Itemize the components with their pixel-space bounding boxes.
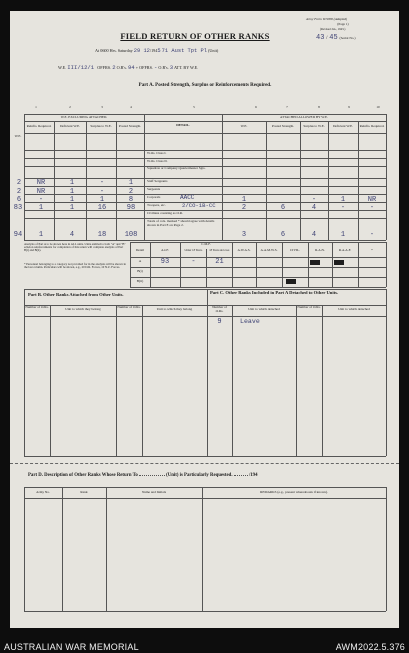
part-d-col: Army No.: [36, 490, 50, 494]
detail-row-label: Sergeants: [147, 187, 161, 191]
part-b-title: Part B. Other Ranks Attached from Other Units.: [28, 292, 124, 297]
serial-num: 45: [329, 34, 338, 42]
total-surplus: 18: [97, 231, 107, 239]
cmf-sub: 18 Years and over.: [209, 249, 230, 252]
right-header: Posted Strength.: [271, 124, 295, 128]
cell-we: 2: [16, 188, 22, 196]
col-num: 5: [193, 105, 195, 109]
serial-label: (Serial No.): [339, 36, 356, 40]
year-digit: 5: [157, 48, 161, 54]
troopers-note: 2/CO-1B-CC: [182, 202, 216, 209]
total-reinfts: 1: [38, 231, 44, 239]
analysis-note-1: Analysis of Part A to be shown here in ALL units. Units entitled to both "A" and "B" echelon reinforcements for completion of this return will complete analysis of Part B(i) and B(ii).: [24, 242, 126, 253]
left-group-header: W.E. EXCLUDING ATTACHED.: [60, 115, 108, 119]
total-posted: 6: [280, 231, 286, 239]
analysis-row: A: [138, 259, 142, 263]
cell-reinfts: -: [38, 196, 44, 204]
cell-reinfts: NR: [367, 196, 377, 204]
cell-posted: 8: [128, 196, 134, 204]
part-b-col: Number of O.Rs.: [25, 305, 49, 309]
part-c-entry-number: 9: [217, 318, 222, 326]
we-line: [58, 65, 388, 71]
total-reinfts: -: [369, 231, 375, 239]
total-deficient: 1: [340, 231, 346, 239]
col-num: 10: [376, 105, 380, 109]
detail-row-label: Totals of cols. marked * should agree with details shown in Part E on Page 2.: [147, 219, 215, 227]
part-d-title: Part D. Description of Other Ranks Whose Return To: [28, 473, 138, 478]
part-c-col: Number of O.Rs.: [297, 305, 321, 309]
col-num: 9: [348, 105, 350, 109]
analysis-col: Detail: [135, 248, 145, 252]
analysis-note-2: * Personnel belonging to a category not provided for in the analysis will be shown in the last column. Particulars will be shown, e.g., 20 D.R. Forces, 10 N.Z. Forces.: [24, 262, 126, 270]
part-c-title: Part C. Other Ranks Included in Part A Detached to Other Units.: [210, 290, 339, 295]
detail-row-label: Squadron or Company Quartermaster Sgts.: [147, 166, 206, 170]
right-header: W.E.: [240, 124, 248, 128]
cell-deficient: 1: [340, 196, 346, 204]
column-numbers: [10, 106, 399, 112]
left-header: Reinfts. Required.: [26, 124, 52, 128]
total-posted: 108: [124, 231, 138, 239]
row-a-cmf-under18: -: [191, 258, 196, 266]
serial-prefix: 43: [316, 34, 325, 42]
cell-surplus: 4: [311, 204, 317, 212]
form-title: FIELD RETURN OF OTHER RANKS: [120, 31, 270, 41]
cell-reinfts: -: [369, 204, 375, 212]
cell-deficient: 1: [69, 204, 75, 212]
serial-number: 43 / 45 (Serial No.): [316, 34, 356, 42]
right-group-header: ATTACHED ALLOWED BY W.E.: [280, 115, 328, 119]
cell-we: 2: [16, 179, 22, 187]
col-num: 2: [69, 105, 71, 109]
cell-deficient: -: [340, 204, 346, 212]
cell-we: 6: [16, 196, 22, 204]
detail-row-label: Troopers, etc.: [147, 203, 166, 207]
part-d-title-tail: (Unit) is Particularly Requested.: [166, 473, 233, 478]
cell-posted: 2: [128, 188, 134, 196]
ors-value: 94: [127, 64, 135, 71]
cell-we: 2: [241, 204, 247, 212]
unit-label: (Unit): [208, 48, 219, 53]
we-label: W.E.: [58, 65, 67, 70]
ors2-label: O.R's.: [158, 65, 169, 70]
cell-deficient: 1: [69, 179, 75, 187]
left-header-we: W.E.: [14, 134, 22, 138]
offrs2-value: -: [154, 64, 158, 71]
cell-surplus: -: [99, 188, 105, 196]
part-c-entry-unit: Leave: [240, 318, 260, 325]
analysis-row: B(ii): [136, 279, 144, 283]
col-num: 1: [35, 105, 37, 109]
cell-deficient: 1: [69, 196, 75, 204]
part-c-col: Unit to which detached: [338, 307, 370, 311]
analysis-col: R.A.A.F.: [338, 248, 352, 252]
analysis-col: CIVIL.: [290, 248, 300, 252]
part-b-col: Number of O.Rs.: [117, 305, 141, 309]
detail-row-label: W.Os. Class I.: [147, 151, 167, 155]
part-d-col: Name and Initials: [141, 490, 167, 494]
cell-posted: 6: [280, 204, 286, 212]
part-d-title-line: [28, 473, 388, 478]
redaction-block: [286, 279, 296, 284]
cell-we: 1: [241, 196, 247, 204]
part-d-col: Rank: [80, 490, 88, 494]
cell-posted: 98: [126, 204, 136, 212]
unit-written: 71 Aust Tpt Pl: [161, 48, 207, 54]
cell-we: 83: [13, 204, 23, 212]
total-deficient: 4: [69, 231, 75, 239]
part-a-title: Part A. Posted Strength, Surplus or Reinforcements Required.: [138, 83, 272, 88]
offrs-label: OFFRS.: [97, 65, 112, 70]
we-value: III/12/1: [67, 64, 95, 71]
col-num: 4: [130, 105, 132, 109]
detail-row-label: Corporals: [147, 195, 161, 199]
revised-label: (Revised Jan., 1943.): [320, 27, 346, 31]
page-label: (Page 1): [337, 22, 349, 26]
cell-deficient: 1: [69, 188, 75, 196]
report-time-line: [95, 49, 385, 55]
right-header: Reinfts. Required.: [359, 124, 385, 128]
right-header: Surplus to W.E.: [303, 124, 325, 128]
analysis-col: A.A.M.W.S.: [260, 248, 278, 252]
date-written: 29 12: [133, 48, 150, 54]
col-num: 6: [255, 105, 257, 109]
total-surplus: 4: [311, 231, 317, 239]
part-c-col: Number of O.Rs.: [212, 305, 227, 313]
analysis-col: A.W.A.S.: [237, 248, 251, 252]
total-we: 94: [13, 231, 23, 239]
redaction-block: [310, 260, 320, 265]
ors2-value: 3: [169, 64, 174, 71]
detail-row-label: W.Os. Class II.: [147, 159, 168, 163]
cell-posted: 1: [128, 179, 134, 187]
corporals-note: AACC: [180, 194, 195, 201]
at-label: At 0600 Hrs. Saturday: [95, 48, 133, 53]
field-return-form: [10, 11, 399, 628]
left-header: Surplus to W.E.: [90, 124, 112, 128]
footer-credit: AUSTRALIAN WAR MEMORIAL: [4, 642, 139, 652]
row-a-aif: 93: [160, 258, 170, 266]
cell-reinfts: NR: [36, 188, 46, 196]
analysis-col: *: [371, 248, 373, 252]
col-num: 7: [286, 105, 288, 109]
col-num: 8: [318, 105, 320, 109]
part-c-col: Unit to which detached: [248, 307, 280, 311]
analysis-col: C.M.F.: [201, 242, 211, 246]
right-header: Deficient W.E.: [332, 124, 354, 128]
part-b-col: Unit to which they belong: [156, 307, 193, 311]
footer-accession-number: AWM2022.5.376: [335, 642, 405, 652]
row-a-cmf-over18: 21: [215, 258, 224, 266]
col-num: 3: [101, 105, 103, 109]
analysis-row: B(i): [137, 269, 143, 273]
analysis-col: R.A.N.: [315, 248, 325, 252]
part-d-date: /194: [248, 473, 258, 478]
redaction-block: [334, 260, 344, 265]
cell-surplus: -: [99, 179, 105, 187]
offrs2-label: + OFFRS.: [135, 65, 153, 70]
left-header: Deficient W.E.: [59, 124, 81, 128]
army-form-label: Army Form W.3008 (Adapted): [306, 17, 348, 21]
cell-reinfts: 1: [38, 204, 44, 212]
cell-surplus: 16: [97, 204, 107, 212]
cell-surplus: -: [311, 196, 317, 204]
left-header: Posted Strength.: [118, 124, 142, 128]
year-label: /194: [149, 48, 158, 53]
cell-surplus: 1: [99, 196, 105, 204]
cmf-sub: Under 18 Years.: [184, 249, 203, 252]
offrs-value: 2: [112, 64, 116, 71]
detail-header: DETAIL.: [176, 123, 190, 127]
detail-row-label: Staff Sergeants: [147, 179, 168, 183]
total-we: 3: [241, 231, 247, 239]
part-b-col: Unit to which they belong: [65, 307, 101, 311]
ors-label: O.R's.: [116, 65, 127, 70]
analysis-col: A.I.F.: [161, 248, 169, 252]
detail-row-label: Civilians counting as O.R.: [147, 211, 183, 215]
cell-reinfts: NR: [36, 179, 46, 187]
part-d-col: REMARKS (e.g., present whereabouts if known).: [260, 490, 328, 494]
att-label: ATT. BY W.E.: [173, 65, 199, 70]
